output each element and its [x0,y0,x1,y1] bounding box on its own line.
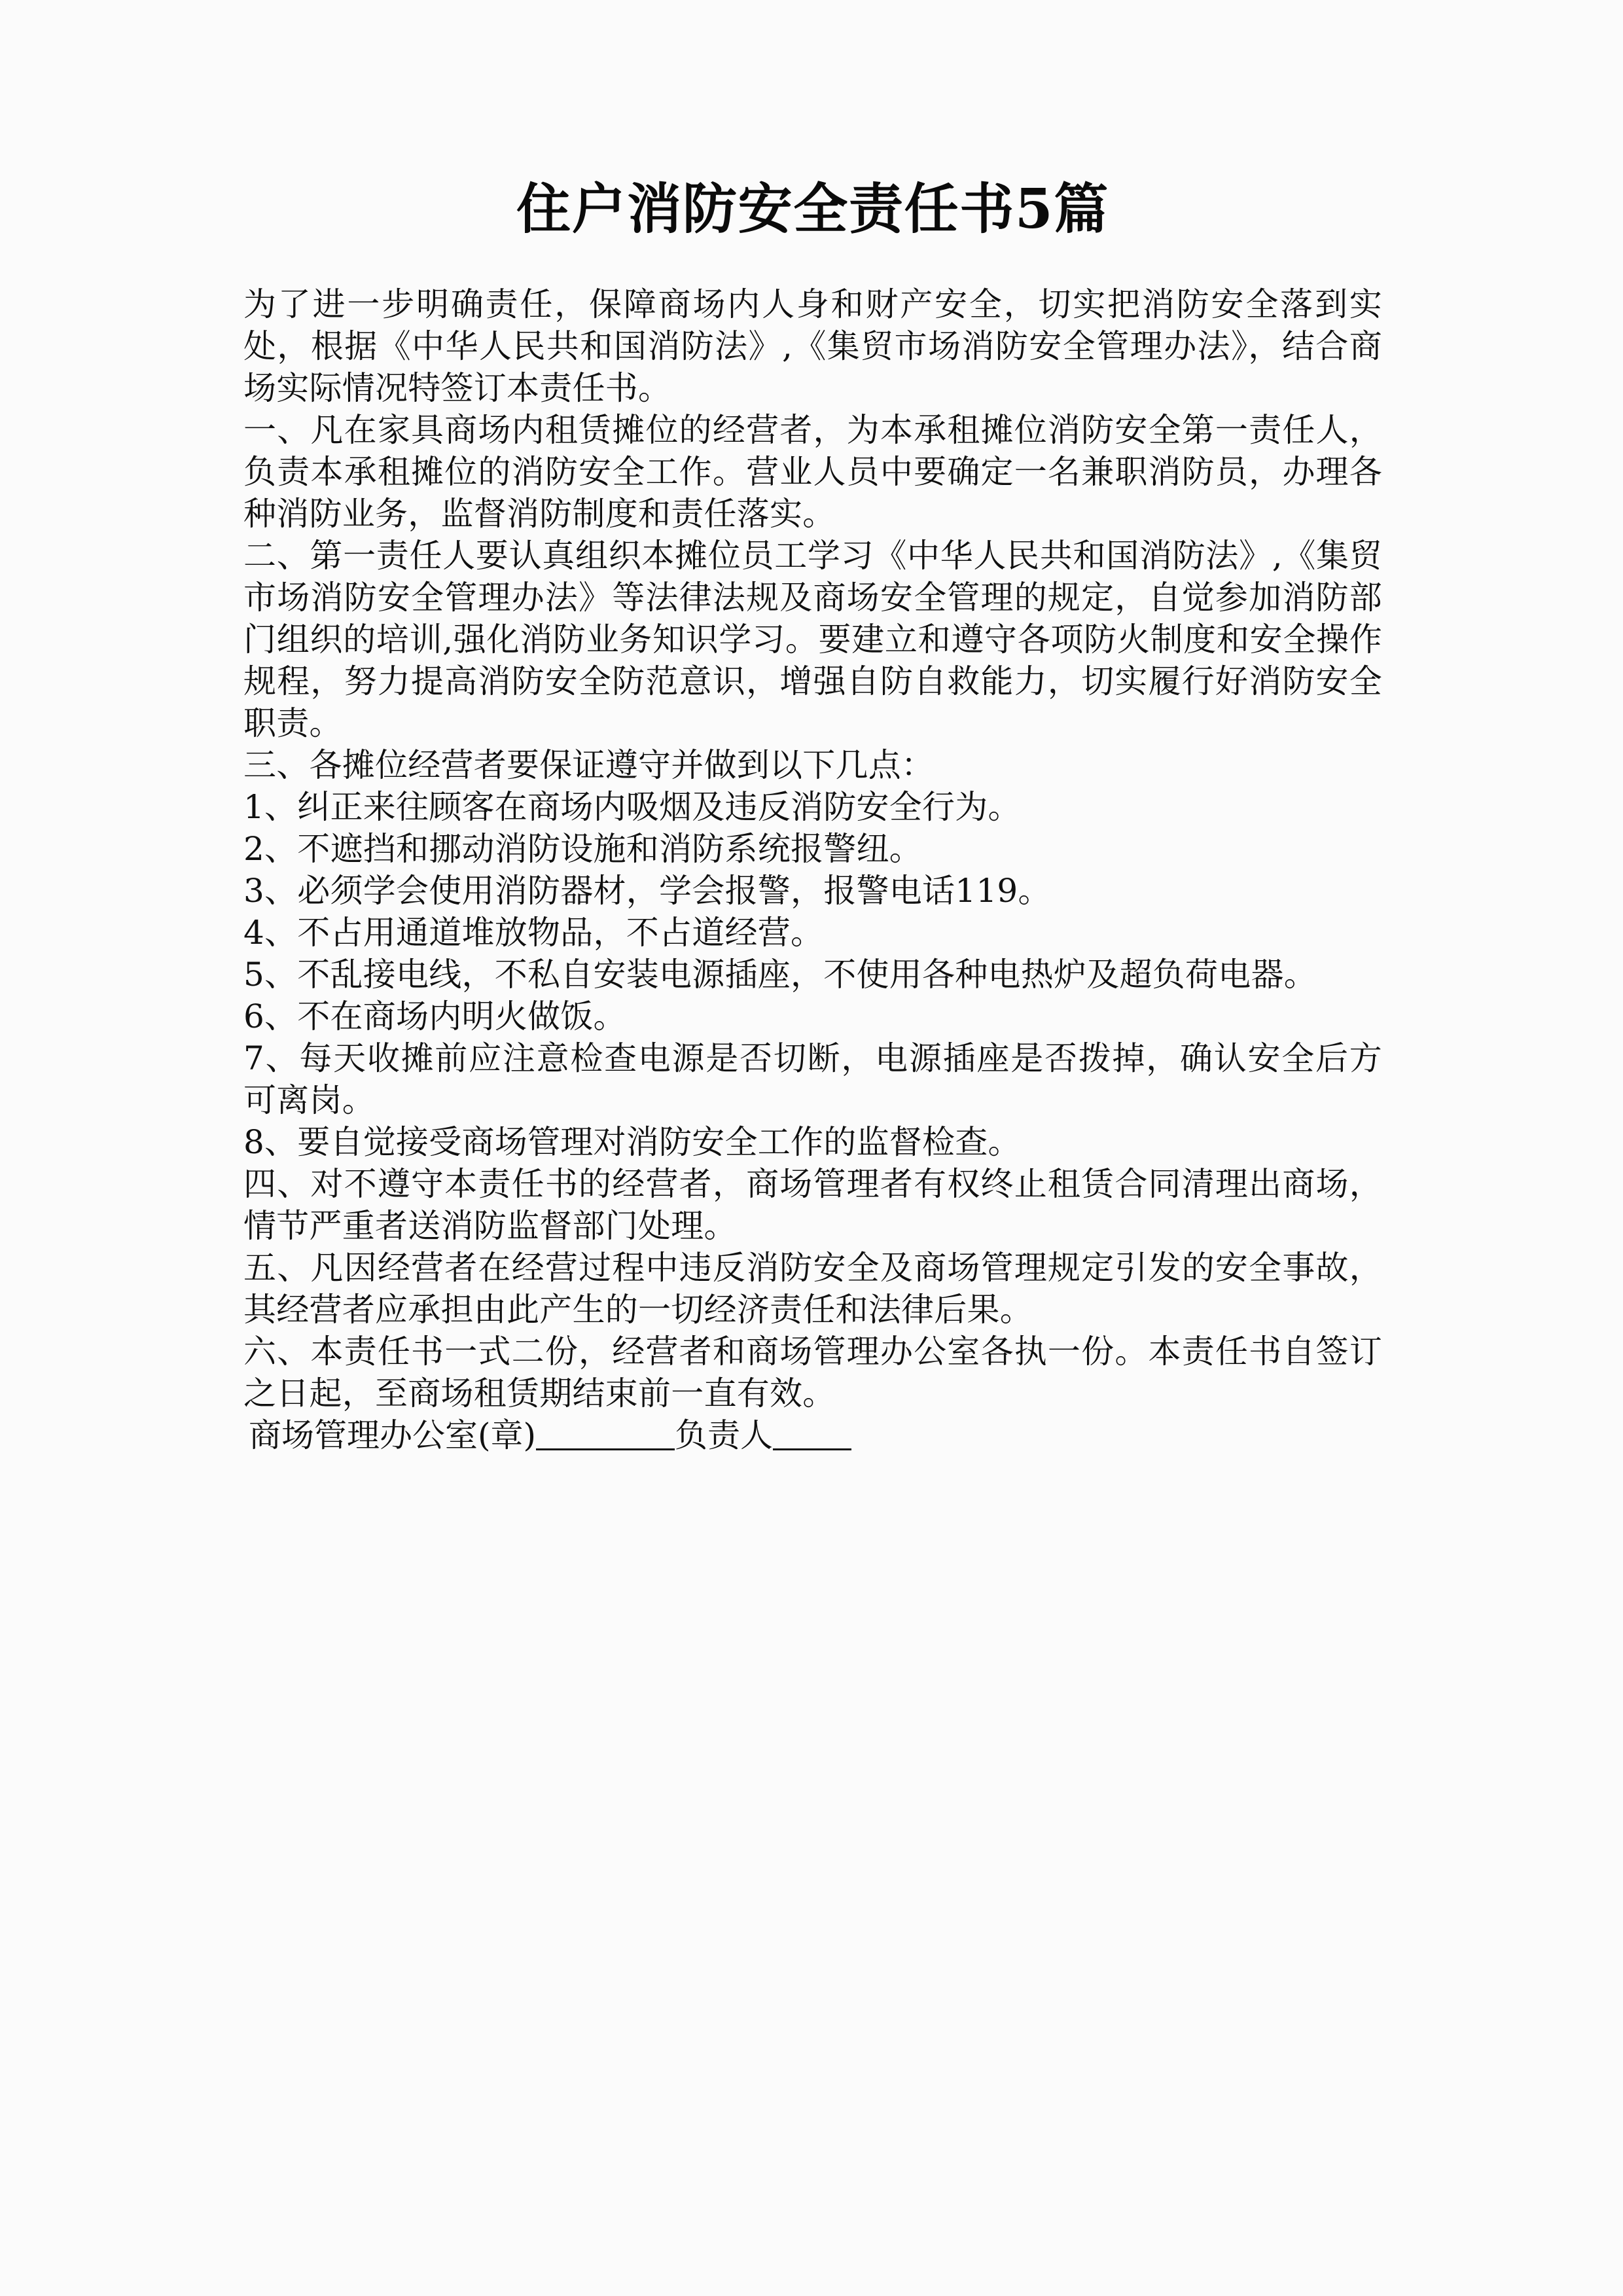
paragraph-section-6: 六、本责任书一式二份，经营者和商场管理办公室各执一份。本责任书自签订之日起，至商场租赁期结束前一直有效。 [243,1333,1382,1413]
paragraph-section-5: 五、凡因经营者在经营过程中违反消防安全及商场管理规定引发的安全事故，其经营者应承担由此产生的一切经济责任和法律后果。 [243,1249,1382,1329]
list-item-4: 4、不占用通道堆放物品，不占道经营。 [243,914,824,952]
list-item-1: 1、纠正来往顾客在商场内吸烟及违反消防安全行为。 [243,788,1021,827]
signature-office-label: 商场管理办公室(章) [249,1416,537,1455]
list-item-7: 7、每天收摊前应注意检查电源是否切断，电源插座是否拨掉，确认安全后方可离岗。 [243,1039,1382,1120]
list-item-3: 3、必须学会使用消防器材，学会报警，报警电话119。 [243,872,1051,910]
paragraph-section-4: 四、对不遵守本责任书的经营者，商场管理者有权终止租赁合同清理出商场，情节严重者送消防监督部门处理。 [243,1165,1382,1246]
page-content-column [243,0,1382,1456]
list-item-8: 8、要自觉接受商场管理对消防安全工作的监督检查。 [243,1123,1021,1162]
paragraph-section-1: 一、凡在家具商场内租赁摊位的经营者，为本承租摊位消防安全第一责任人，负责本承租摊位的消防安全工作。营业人员中要确定一名兼职消防员，办理各种消防业务，监督消防制度和责任落实。 [243,411,1382,533]
page-title: 住户消防安全责任书5篇 [516,177,1109,241]
paragraph-section-2: 二、第一责任人要认真组织本摊位员工学习《中华人民共和国消防法》,《集贸市场消防安全管理办法》等法律法规及商场安全管理的规定，自觉参加消防部门组织的培训,强化消防业务知识学习。要建立和遵守各项防火制度和安全操作规程，努力提高消防安全防范意识，增强自防自救能力，切实履行好消防安全职责。 [243,537,1382,743]
signature-line [243,1414,1382,1456]
list-item-6: 6、不在商场内明火做饭。 [243,997,626,1036]
list-item-2: 2、不遮挡和挪动消防设施和消防系统报警纽。 [243,830,923,869]
signature-responsible-blank [773,1448,851,1450]
list-item-5: 5、不乱接电线，不私自安装电源插座，不使用各种电热炉及超负荷电器。 [243,956,1317,994]
paragraph-preamble: 为了进一步明确责任，保障商场内人身和财产安全，切实把消防安全落到实处，根据《中华人民共和国消防法》,《集贸市场消防安全管理办法》，结合商场实际情况特签订本责任书。 [243,285,1382,408]
document-body [243,283,1382,1456]
signature-office-blank [536,1448,675,1450]
paragraph-section-3: 三、各摊位经营者要保证遵守并做到以下几点： [243,746,935,785]
signature-responsible-label: 负责人 [675,1416,774,1455]
